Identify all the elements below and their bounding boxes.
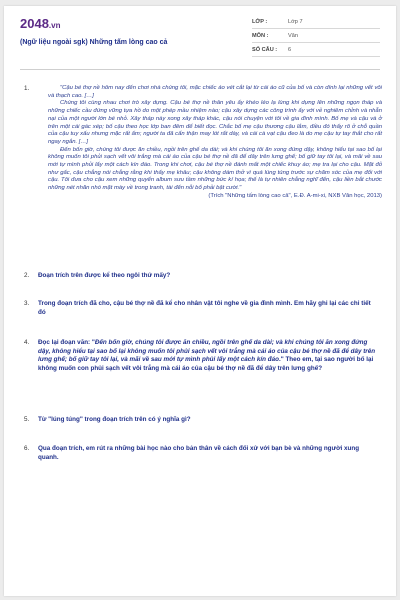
- passage-paragraph: Chúng tôi cùng nhau chơi trò xây dựng. Cậu bé thợ nề thân yêu ấy khéo léo lạ lùng khi dựng lên những ngọn tháp và những chiếc cầu đứng vững tựa hồ do một phép mầu nhiệm nào; cậu xây dựng các công trình ấy với vẻ nghiêm chỉnh và nhẫn nại của một người lớn bé nhỏ. Xây tháp này xong xây tháp khác, cậu nói chuyện với tôi về gia đình mình. Bố mẹ và cậu và ở trên một cái gác xép; bố cậu theo học lớp ban đêm để biết đọc. Chắc bố mẹ cậu thương cậu lắm, điều đó thấy rõ ở chỗ quần của cậu tuy xấu nhưng mặc rất ấm; người ta đã cẩn thận may lót rất dày, và cái cà vạt cậu đeo là do mẹ cậu tự tay thắt cho rất ngay ngắn. […]: [48, 100, 382, 145]
- question-6: 6. Qua đoạn trích, em rút ra những bài học nào cho bản thân về cách đối xử với bạn bè và những người xung quanh.: [24, 445, 360, 461]
- question-2: 2. Đoạn trích trên được kể theo ngôi thứ mấy?: [24, 272, 171, 279]
- passage-source: (Trích "Những tấm lòng cao cả", E.Đ. A-mi-xi, NXB Văn học, 2013): [208, 192, 382, 199]
- worksheet-page: 2048.vn (Ngữ liệu ngoài sgk) Những tấm lòng cao cả LỚP : Lớp 7 MÔN : Văn SỐ CÂU : 6 1. "Cậu bé thợ nề hôm nay đến chơi nhà chúng tôi, mặc chiếc áo vét cắt lại từ cái áo cũ của bố và còn dính lại những vết vôi và thạch cao. […] Chúng tôi cùng nhau chơi trò xây dựng. Cậu bé thợ nề thân yêu ấy khéo léo lạ lùng khi dựng lên những ngọn tháp và những chiếc cầu đứng vững tựa hồ do một phép mầu nhiệm nào; cậu xây dựng các công trình ấy với vẻ nghiêm chỉnh và nhẫn nại của một người lớn bé nhỏ. Xây tháp này xong xây tháp khác, cậu nói chuyện với tôi về gia đình mình. Bố mẹ và cậu và ở trên một cái gác xép; bố cậu theo học lớp ban đêm để biết đọc. Chắc bố mẹ cậu thương cậu lắm, điều đó thấy rõ ở chỗ quần của cậu tuy xấu nhưng mặc rất ấm; người ta đã cẩn thận may lót rất dày, và cái cà vạt cậu đeo là do mẹ cậu tự tay thắt cho rất ngay ngắn. […] Đến bốn giờ, chúng tôi được ăn chiều, ngồi trên ghế da dài; và khi chúng tôi ăn xong đứng dậy, không hiểu tại sao bố lại không muốn tôi phủi sạch vết vôi trắng mà cái áo của cậu bé thợ nề đã để dây trên lưng ghế; bố giữ tay tôi lại, và mãi về sau mới tự mình phủi lấy một cách kín đáo. Trong khi chơi, cậu bé thợ nề đánh mất một chiếc khuy áo; mẹ tra lại cho cậu. Mặt đỏ như gấc, cậu chẳng nói chẳng rằng khi thấy mẹ khâu; cậu không dám thở vì quá lúng túng trước sự chăm sóc của mẹ đối với cậu. Tôi đưa cho cậu xem những quyển album sưu tầm những bức kí họa; thế là tự nhiên chẳng nghĩ đến, cậu liền bắt chước những nét nhăn nhó mặt mày về trong tranh, tài đến nỗi bố phải bật cười." (Trích "Những tấm lòng cao cả", E.Đ. A-mi-xi, NXB Văn học, 2013) 2. Đoạn trích trên được kể theo ngôi thứ mấy? 3. Trong đoạn trích đã cho, cậu bé thợ nề đã kể cho nhân vật tôi nghe về gia đình mình. Em hãy ghi lại các chi tiết đó 4. Đọc lại đoạn văn: "Đến bốn giờ, chúng tôi được ăn chiều, ngồi trên ghế da dài; và khi chúng tôi ăn xong đứng dậy, không hiểu tại sao bố lại không muốn tôi phủi sạch vết vôi trắng mà cái áo của cậu bé thợ nề đã để dây trên lưng ghế; bố giữ tay tôi lại, và mãi về sau mới tự mình phủi lấy một cách kín đáo." Theo em, tại sao người bố lại không muốn con phủi sạch vết vôi trắng mà cái áo của cậu bé thợ nề đã để dây trên lưng ghế? 5. Từ "lúng túng" trong đoạn trích trên có ý nghĩa gì? 6. Qua đoạn trích, em rút ra những bài học nào cho bản thân về cách đối xử với bạn bè và những người xung quanh.: [4, 6, 396, 596]
- worksheet-title: (Ngữ liệu ngoài sgk) Những tấm lòng cao cả: [20, 39, 168, 46]
- meta-row-class: LỚP : Lớp 7: [252, 15, 380, 29]
- question-3: 3. Trong đoạn trích đã cho, cậu bé thợ nề đã kể cho nhân vật tôi nghe về gia đình mình. Em hãy ghi lại các chi tiết đó: [24, 300, 371, 316]
- site-logo[interactable]: 2048.vn: [20, 16, 61, 31]
- meta-row-question-count: SỐ CÂU : 6: [252, 43, 380, 57]
- quoted-excerpt: Đến bốn giờ, chúng tôi được ăn chiều, ngồi trên ghế da dài; và khi chúng tôi ăn xong đứng dậy, không hiểu tại sao bố lại không muốn tôi phủi sạch vết vôi trắng mà cái áo của cậu bé thợ nề đã để dây trên lưng ghế; bố giữ tay tôi lại, và mãi về sau mới tự mình phủi lấy một cách kín đáo: [38, 339, 376, 363]
- reading-passage: [48, 85, 382, 201]
- passage-paragraph: Đến bốn giờ, chúng tôi được ăn chiều, ngồi trên ghế da dài; và khi chúng tôi ăn xong đứng dậy, không hiểu tại sao bố lại không muốn tôi phủi sạch vết vôi trắng mà cái áo của cậu bé thợ nề đã để dây trên lưng ghế; bố giữ tay tôi lại, và mãi về sau mới tự mình phủi lấy một cách kín đáo. Trong khi chơi, cậu bé thợ nề đánh mất một chiếc khuy áo; mẹ tra lại cho cậu. Mặt đỏ như gấc, cậu chẳng nói chẳng rằng khi thấy mẹ khâu; cậu không dám thở vì quá lúng túng trước sự chăm sóc của mẹ đối với cậu. Tôi đưa cho cậu xem những quyển album sưu tầm những bức kí họa; thế là tự nhiên chẳng nghĩ đến, cậu liền bắt chước những nét nhăn nhó mặt mày về trong tranh, tài đến nỗi bố phải bật cười.": [48, 146, 382, 192]
- passage-paragraph: "Cậu bé thợ nề hôm nay đến chơi nhà chúng tôi, mặc chiếc áo vét cắt lại từ cái áo cũ của bố và còn dính lại những vết vôi và thạch cao. […]: [48, 85, 382, 99]
- question-4: 4. Đọc lại đoạn văn: "Đến bốn giờ, chúng tôi được ăn chiều, ngồi trên ghế da dài; và khi chúng tôi ăn xong đứng dậy, không hiểu tại sao bố lại không muốn tôi phủi sạch vết vôi trắng mà cái áo của cậu bé thợ nề đã để dây trên lưng ghế; bố giữ tay tôi lại, và mãi về sau mới tự mình phủi lấy một cách kín đáo." Theo em, tại sao người bố lại không muốn con phủi sạch vết vôi trắng mà cái áo của cậu bé thợ nề đã để dây trên lưng ghế?: [24, 339, 376, 372]
- header-divider: [20, 69, 380, 70]
- worksheet-header: [4, 6, 396, 62]
- meta-row-subject: MÔN : Văn: [252, 29, 380, 43]
- question-5: 5. Từ "lúng túng" trong đoạn trích trên có ý nghĩa gì?: [24, 416, 191, 423]
- worksheet-meta: [252, 15, 380, 57]
